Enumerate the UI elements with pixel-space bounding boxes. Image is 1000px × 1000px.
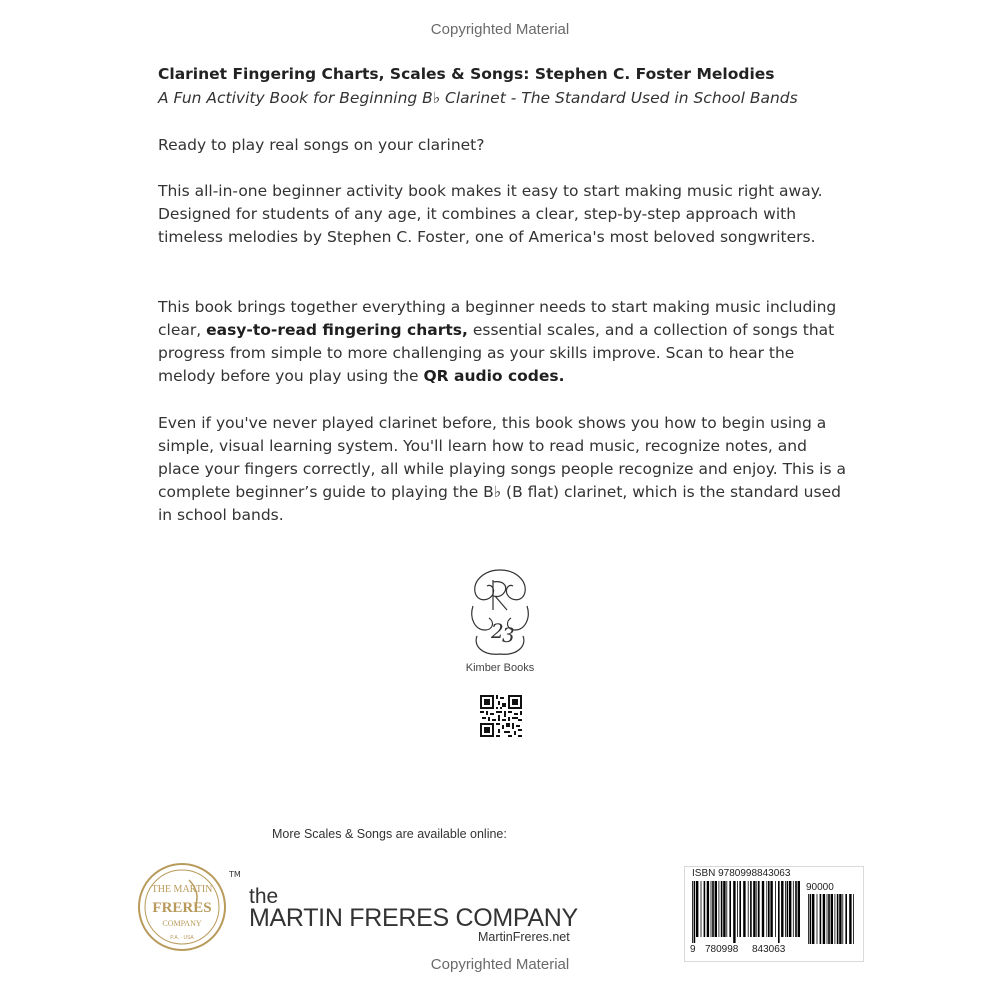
barcode-bar — [723, 881, 725, 937]
trademark-mark: TM — [229, 870, 241, 879]
barcode-bar — [768, 881, 770, 937]
barcode-bar — [785, 881, 786, 937]
barcode-bar — [831, 894, 833, 944]
barcode-bar — [707, 881, 709, 937]
barcode-bar — [721, 881, 723, 937]
overview-paragraph: This all-in-one beginner activity book makes it easy to start making music right away. Designed for students of any age, it combines a clear, step-by-step approach with timeless melodies by Stephen C. Foster, one of America's most beloved songwriters. — [158, 182, 823, 246]
barcode-bar — [766, 881, 767, 937]
kb-monogram-logo — [465, 566, 535, 658]
barcode-bar — [743, 881, 745, 937]
contents-text-a: This book brings together everything a beginner needs to start making music including clear, — [158, 298, 837, 339]
book-title: Clarinet Fingering Charts, Scales & Songs: Stephen C. Foster Melodies — [158, 65, 775, 83]
ean-barcode — [690, 881, 800, 943]
barcode-bar — [798, 881, 800, 937]
seal-foot-text: P.A. · USA — [170, 935, 194, 941]
barcode-bar — [729, 881, 731, 937]
svg-text:2: 2 — [491, 619, 504, 643]
barcode-bar — [750, 881, 752, 937]
barcode-bar — [835, 894, 836, 944]
barcode-bar — [739, 881, 741, 937]
fingering-charts-highlight: easy-to-read fingering charts, — [206, 321, 468, 339]
barcode-bar — [820, 894, 822, 944]
barcode-bar — [812, 894, 814, 944]
copyright-watermark-bottom: Copyrighted Material — [430, 956, 570, 973]
barcode-bar — [715, 881, 717, 937]
online-resources-note: More Scales & Songs are available online: — [272, 827, 507, 841]
barcode-bar — [753, 881, 755, 937]
intro-paragraph: Ready to play real songs on your clarinet? — [158, 136, 485, 154]
barcode-bar — [694, 881, 696, 943]
barcode-bar — [839, 894, 841, 944]
barcode-bar — [733, 881, 735, 943]
brand-website-link[interactable]: MartinFreres.net — [478, 930, 570, 944]
barcode-bar — [737, 881, 738, 937]
barcode-bar — [810, 894, 812, 944]
barcode-bar — [719, 881, 720, 937]
qr-code-icon[interactable] — [480, 695, 522, 737]
seal-top-text: THE MARTIN — [151, 884, 213, 895]
barcode-bar — [775, 881, 776, 937]
barcode-lead-digit: 9 — [690, 944, 696, 955]
svg-text:3: 3 — [502, 623, 515, 647]
seal-mid-text: FRERES — [152, 900, 212, 916]
barcode-bar — [789, 881, 791, 937]
barcode-bar — [758, 881, 760, 937]
method-paragraph: Even if you've never played clarinet before, this book shows you how to begin using a simple, visual learning system. You'll learn how to read music, recognize notes, and place your fingers correctly, all while playing songs people recognize and enjoy. This is a complete beginner’s guide to playing the B♭ (B flat) clarinet, which is the standard used in school bands. — [158, 414, 846, 524]
barcode-bar — [770, 881, 772, 937]
martin-freres-seal-logo — [137, 862, 227, 952]
barcode-bar — [827, 894, 828, 944]
barcode-bar — [762, 881, 764, 937]
barcode-bar — [828, 894, 830, 944]
barcode-bar — [808, 894, 809, 944]
qr-audio-highlight: QR audio codes. — [423, 367, 565, 385]
barcode-bar — [817, 894, 818, 944]
barcode-bar — [692, 881, 693, 943]
barcode-bar — [704, 881, 706, 937]
barcode-bar — [793, 881, 794, 937]
barcode-bar — [849, 894, 851, 944]
barcode-bar — [701, 881, 702, 937]
contents-text-b: essential scales, and a collection of songs that progress from simple to more challenging as your skills improve. Scan to hear the melody before you play using the — [158, 321, 835, 385]
barcode-bar — [823, 894, 825, 944]
brand-article: the — [249, 885, 279, 908]
barcode-bar — [795, 881, 797, 937]
barcode-bar — [842, 894, 843, 944]
price-code: 90000 — [806, 882, 834, 893]
barcode-bar — [845, 894, 847, 944]
isbn-number: ISBN 9780998843063 — [692, 868, 791, 879]
barcode-bar — [711, 881, 712, 937]
publisher-name: Kimber Books — [465, 662, 535, 674]
barcode-bar — [712, 881, 714, 937]
copyright-watermark-top: Copyrighted Material — [430, 21, 570, 38]
brand-name: MARTIN FRERES COMPANY — [249, 904, 578, 932]
barcode-left-digits: 780998 — [705, 944, 739, 955]
contents-paragraph — [158, 296, 848, 388]
barcode-bar — [748, 881, 749, 937]
book-subtitle: A Fun Activity Book for Beginning B♭ Clarinet - The Standard Used in School Bands — [158, 89, 798, 107]
barcode-bar — [787, 881, 789, 937]
barcode-bar — [726, 881, 727, 937]
addon-barcode — [806, 894, 856, 950]
barcode-bar — [696, 881, 698, 937]
barcode-bar — [781, 881, 783, 937]
barcode-bar — [837, 894, 839, 944]
barcode-bar — [853, 894, 854, 944]
barcode-bar — [756, 881, 757, 937]
barcode-bar — [778, 881, 780, 943]
seal-bottom-text: COMPANY — [162, 919, 202, 928]
barcode-right-digits: 843063 — [752, 944, 786, 955]
